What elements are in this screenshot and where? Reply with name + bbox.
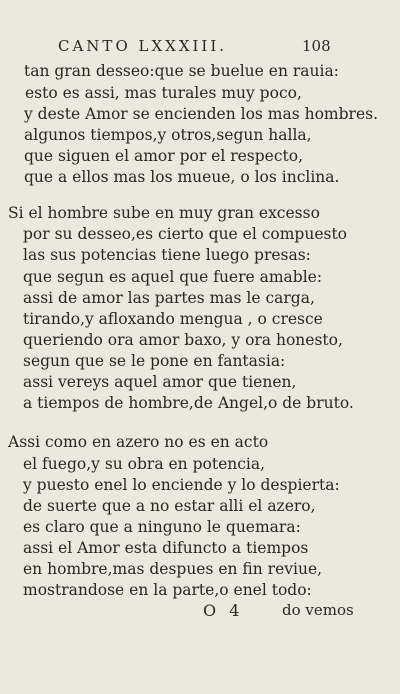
verse-line: segun que se le pone en fantasia: [23,352,286,370]
verse-line: mostrandose en la parte,o enel todo: [23,581,312,599]
verse-line: y puesto enel lo enciende y lo despierta: [23,476,340,494]
verse-line: que siguen el amor por el respecto, [24,147,304,165]
verse-line: assi vereys aquel amor que tienen, [23,373,297,391]
signature-mark: O 4 [203,601,244,620]
verse-line: que segun es aquel que fuere amable: [23,268,323,286]
verse-line: queriendo ora amor baxo, y ora honesto, [23,331,343,349]
verse-line: las sus potencias tiene luego presas: [23,246,311,264]
page-header [0,37,400,59]
page-number: 108 [302,37,331,55]
verse-line: que a ellos mas los mueue, o los inclina. [24,168,340,186]
verse-line: por su desseo,es cierto que el compuesto [23,225,348,243]
verse-line: algunos tiempos,y otros,segun halla, [24,126,312,144]
catchword: do vemos [282,601,354,619]
verse-line: el fuego,y su obra en potencia, [23,455,266,473]
verse-line: tan gran desseo:que se buelue en rauia: [24,62,339,80]
verse-line: tirando,y afloxando mengua , o cresce [23,310,323,328]
verse-line: esto es assi, mas turales muy poco, [25,84,302,102]
verse-line: es claro que a ninguno le quemara: [23,518,301,536]
verse-line: y deste Amor se encienden los mas hombres. [24,105,379,123]
page-footer [0,601,400,623]
verse-line: de suerte que a no estar alli el azero, [23,497,316,515]
verse-line: Si el hombre sube en muy gran excesso [8,204,320,222]
verse-line: en hombre,mas despues en fin reviue, [23,560,323,578]
verse-line: Assi como en azero no es en acto [8,433,269,451]
running-head: CANTO LXXXIII. [58,37,228,55]
verse-line: assi el Amor esta difuncto a tiempos [23,539,309,557]
verse-line: a tiempos de hombre,de Angel,o de bruto. [23,394,354,412]
verse-line: assi de amor las partes mas le carga, [23,289,315,307]
